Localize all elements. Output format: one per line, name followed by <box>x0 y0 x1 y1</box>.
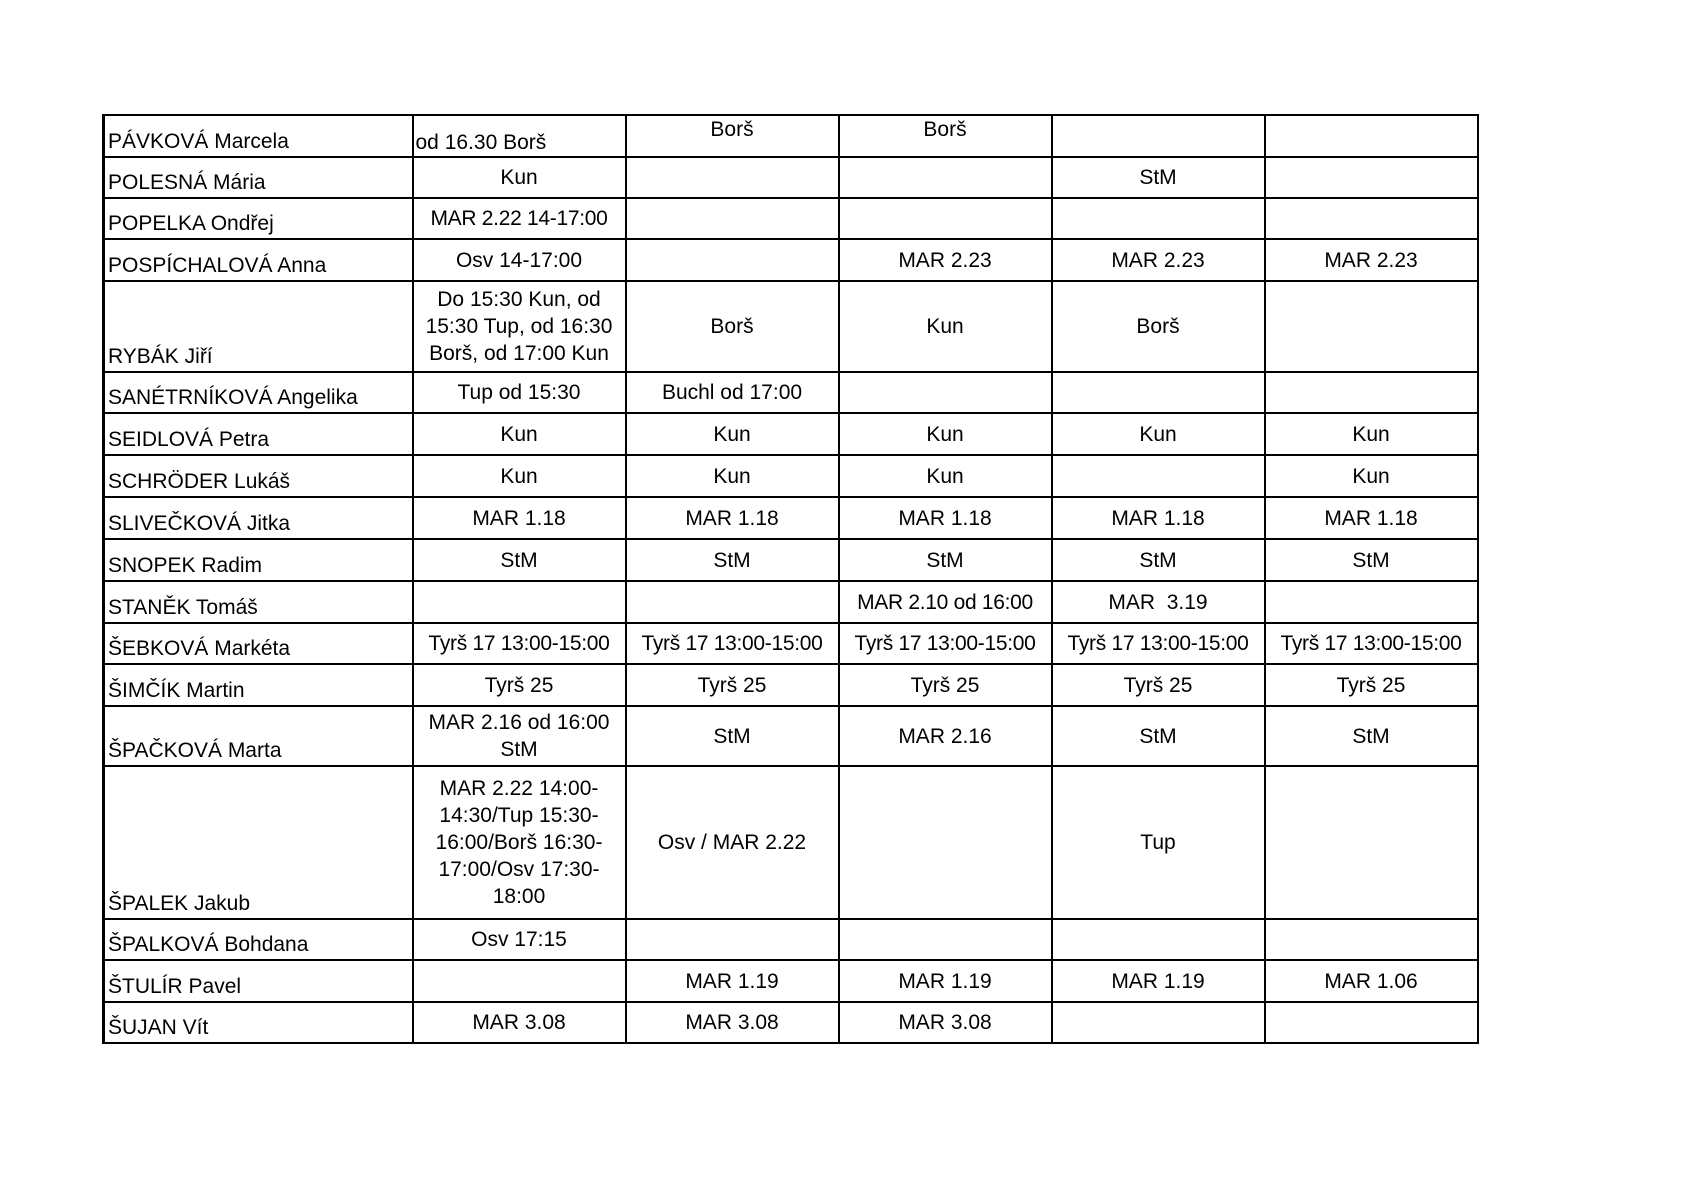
schedule-cell: MAR 1.18 <box>1052 497 1265 539</box>
schedule-cell: Kun <box>626 455 839 497</box>
table-row <box>104 281 1478 372</box>
schedule-cell: Borš <box>626 115 839 157</box>
schedule-cell: MAR 2.23 <box>839 239 1052 281</box>
schedule-cell <box>1265 1002 1478 1043</box>
schedule-cell <box>626 581 839 623</box>
row-name-cell: ŠPALEK Jakub <box>104 766 413 919</box>
schedule-cell <box>839 198 1052 239</box>
table-row <box>104 960 1478 1002</box>
schedule-cell: Tyrš 25 <box>1265 664 1478 706</box>
schedule-cell: StM <box>1052 706 1265 766</box>
schedule-cell: Osv 14-17:00 <box>413 239 626 281</box>
schedule-cell: Tyrš 25 <box>626 664 839 706</box>
schedule-cell <box>626 198 839 239</box>
schedule-cell: MAR 3.08 <box>839 1002 1052 1043</box>
schedule-cell: Kun <box>839 455 1052 497</box>
schedule-cell: Tyrš 17 13:00-15:00 <box>839 623 1052 664</box>
schedule-cell: Tyrš 25 <box>413 664 626 706</box>
row-name-cell: SNOPEK Radim <box>104 539 413 581</box>
row-name-cell: RYBÁK Jiří <box>104 281 413 372</box>
schedule-cell: MAR 2.16 <box>839 706 1052 766</box>
schedule-cell <box>413 960 626 1002</box>
table-row <box>104 623 1478 664</box>
table-row <box>104 157 1478 198</box>
schedule-cell <box>1052 198 1265 239</box>
table-row <box>104 198 1478 239</box>
schedule-cell: Kun <box>1265 413 1478 455</box>
schedule-cell <box>1265 919 1478 960</box>
schedule-cell: od 16.30 Borš <box>413 115 626 157</box>
row-name-cell: PÁVKOVÁ Marcela <box>104 115 413 157</box>
row-name-cell: ŠPAČKOVÁ Marta <box>104 706 413 766</box>
schedule-cell: Osv / MAR 2.22 <box>626 766 839 919</box>
schedule-cell: StM <box>1265 539 1478 581</box>
row-name-cell: ŠUJAN Vít <box>104 1002 413 1043</box>
schedule-cell <box>1265 581 1478 623</box>
schedule-cell <box>839 372 1052 413</box>
schedule-cell: Kun <box>626 413 839 455</box>
schedule-cell: Tup <box>1052 766 1265 919</box>
schedule-cell: Kun <box>1052 413 1265 455</box>
schedule-cell: Do 15:30 Kun, od 15:30 Tup, od 16:30 Borš, od 17:00 Kun <box>413 281 626 372</box>
schedule-table <box>102 114 1479 1044</box>
row-name-cell: ŠEBKOVÁ Markéta <box>104 623 413 664</box>
schedule-cell <box>1265 372 1478 413</box>
row-name-cell: SCHRÖDER Lukáš <box>104 455 413 497</box>
schedule-cell: MAR 2.10 od 16:00 <box>839 581 1052 623</box>
schedule-cell: MAR 2.16 od 16:00 StM <box>413 706 626 766</box>
schedule-cell: Kun <box>413 413 626 455</box>
table-row <box>104 1002 1478 1043</box>
row-name-cell: ŠIMČÍK Martin <box>104 664 413 706</box>
schedule-cell: Tup od 15:30 <box>413 372 626 413</box>
row-name-cell: POLESNÁ Mária <box>104 157 413 198</box>
schedule-cell <box>626 157 839 198</box>
schedule-cell: Kun <box>1265 455 1478 497</box>
schedule-cell: MAR 1.18 <box>1265 497 1478 539</box>
schedule-cell: MAR 1.19 <box>839 960 1052 1002</box>
schedule-cell <box>839 157 1052 198</box>
schedule-cell: StM <box>1052 539 1265 581</box>
row-name-cell: POPELKA Ondřej <box>104 198 413 239</box>
schedule-cell: MAR 3.19 <box>1052 581 1265 623</box>
schedule-cell <box>1052 115 1265 157</box>
table-row <box>104 664 1478 706</box>
schedule-cell: Kun <box>413 455 626 497</box>
schedule-cell: StM <box>626 539 839 581</box>
row-name-cell: ŠTULÍR Pavel <box>104 960 413 1002</box>
schedule-cell <box>839 919 1052 960</box>
schedule-cell <box>626 919 839 960</box>
schedule-cell: Borš <box>839 115 1052 157</box>
schedule-cell <box>1265 115 1478 157</box>
schedule-cell: MAR 2.23 <box>1052 239 1265 281</box>
schedule-cell: Tyrš 17 13:00-15:00 <box>1052 623 1265 664</box>
schedule-cell: MAR 1.18 <box>626 497 839 539</box>
schedule-cell: Buchl od 17:00 <box>626 372 839 413</box>
schedule-cell <box>413 581 626 623</box>
schedule-cell <box>1052 455 1265 497</box>
schedule-cell: Osv 17:15 <box>413 919 626 960</box>
schedule-cell <box>1052 1002 1265 1043</box>
table-row <box>104 455 1478 497</box>
schedule-cell: MAR 3.08 <box>413 1002 626 1043</box>
table-row <box>104 539 1478 581</box>
schedule-cell: MAR 1.18 <box>413 497 626 539</box>
schedule-cell <box>1265 281 1478 372</box>
table-row <box>104 413 1478 455</box>
schedule-cell: Borš <box>626 281 839 372</box>
schedule-cell: Tyrš 17 13:00-15:00 <box>1265 623 1478 664</box>
schedule-cell: StM <box>839 539 1052 581</box>
row-name-cell: SLIVEČKOVÁ Jitka <box>104 497 413 539</box>
schedule-cell: StM <box>626 706 839 766</box>
table-row <box>104 239 1478 281</box>
schedule-cell: MAR 2.22 14:00-14:30/Tup 15:30-16:00/Borš 16:30-17:00/Osv 17:30-18:00 <box>413 766 626 919</box>
schedule-cell: MAR 1.18 <box>839 497 1052 539</box>
schedule-cell: MAR 3.08 <box>626 1002 839 1043</box>
schedule-cell <box>1052 372 1265 413</box>
schedule-cell <box>1052 919 1265 960</box>
schedule-cell: Borš <box>1052 281 1265 372</box>
schedule-cell <box>1265 766 1478 919</box>
row-name-cell: SANÉTRNÍKOVÁ Angelika <box>104 372 413 413</box>
table-row <box>104 497 1478 539</box>
schedule-cell: Kun <box>839 413 1052 455</box>
schedule-cell: MAR 1.19 <box>626 960 839 1002</box>
schedule-cell: StM <box>1052 157 1265 198</box>
schedule-cell: Kun <box>413 157 626 198</box>
schedule-cell: Kun <box>839 281 1052 372</box>
table-row <box>104 372 1478 413</box>
schedule-cell: MAR 2.22 14-17:00 <box>413 198 626 239</box>
table-row <box>104 919 1478 960</box>
schedule-cell <box>626 239 839 281</box>
row-name-cell: STANĚK Tomáš <box>104 581 413 623</box>
table-row <box>104 706 1478 766</box>
table-row <box>104 581 1478 623</box>
row-name-cell: SEIDLOVÁ Petra <box>104 413 413 455</box>
schedule-cell: Tyrš 25 <box>1052 664 1265 706</box>
schedule-cell: MAR 1.19 <box>1052 960 1265 1002</box>
table-row <box>104 766 1478 919</box>
schedule-cell <box>839 766 1052 919</box>
schedule-cell: MAR 1.06 <box>1265 960 1478 1002</box>
schedule-cell: StM <box>413 539 626 581</box>
schedule-cell: Tyrš 17 13:00-15:00 <box>413 623 626 664</box>
row-name-cell: POSPÍCHALOVÁ Anna <box>104 239 413 281</box>
schedule-cell <box>1265 198 1478 239</box>
table-row <box>104 115 1478 157</box>
schedule-cell: StM <box>1265 706 1478 766</box>
schedule-cell: MAR 2.23 <box>1265 239 1478 281</box>
schedule-cell: Tyrš 17 13:00-15:00 <box>626 623 839 664</box>
row-name-cell: ŠPALKOVÁ Bohdana <box>104 919 413 960</box>
schedule-cell: Tyrš 25 <box>839 664 1052 706</box>
schedule-cell <box>1265 157 1478 198</box>
